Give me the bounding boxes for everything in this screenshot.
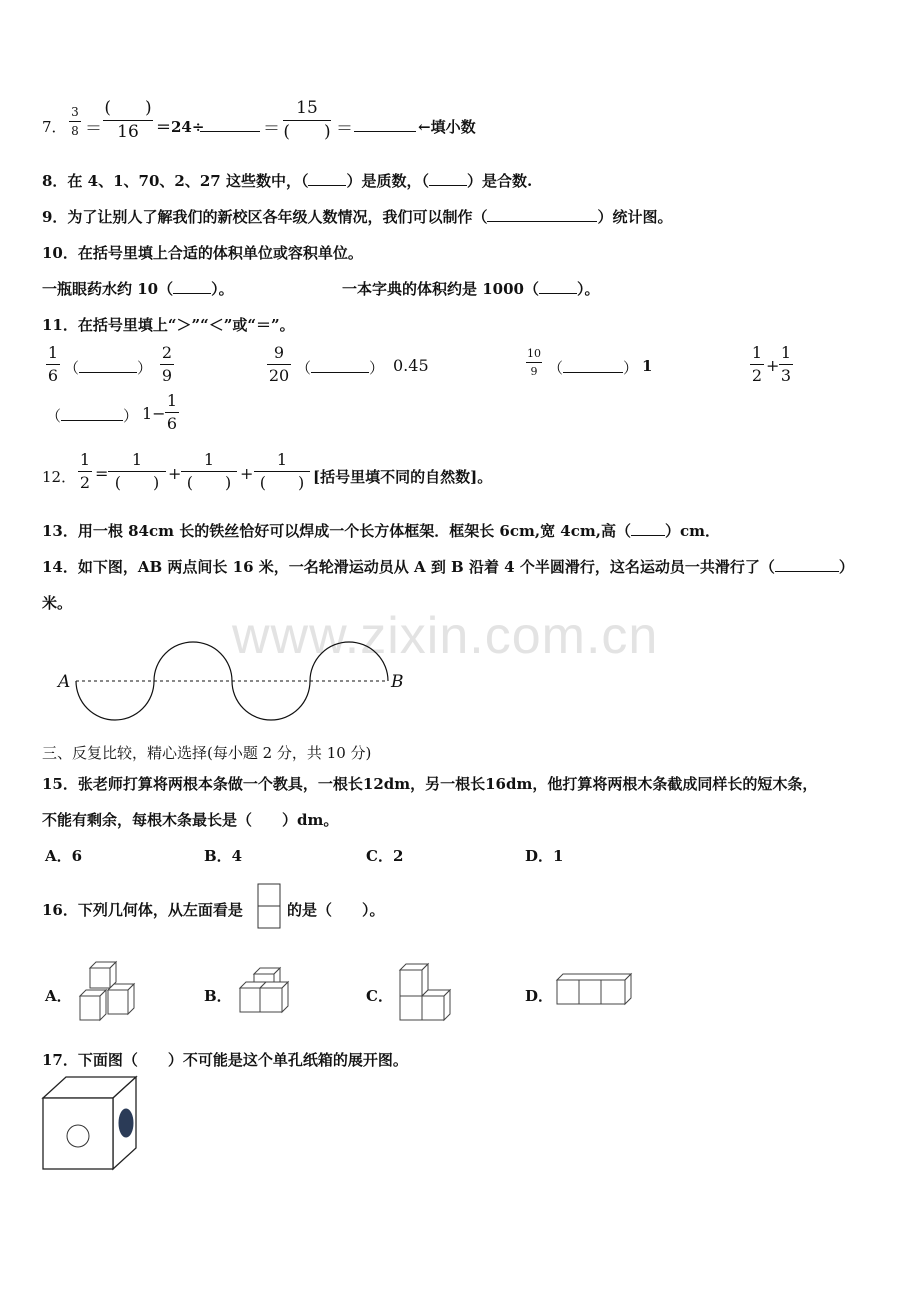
q11-i4-plus: + (766, 356, 780, 375)
q7-f2-den: 16 (117, 122, 139, 142)
q7-equals-2: ＝ (263, 119, 280, 139)
q16-left-view-icon (256, 882, 284, 930)
q7-f3-den: ( ) (283, 122, 331, 142)
q16-option-b[interactable]: B． (204, 987, 232, 1005)
q17-carton-box-icon (40, 1074, 140, 1174)
q10-title: 10．在括号里填上合适的体积单位或容积单位。 (42, 244, 363, 262)
q12-plus-2: + (240, 464, 254, 483)
q13-text: 13．用一根 84cm 长的铁丝恰好可以焊成一个长方体框架．框架长 6cm,宽 4cm,高（ ）cm． (42, 522, 720, 540)
q15-option-a[interactable]: A．6 (45, 847, 83, 865)
q14-semicircle-4 (310, 642, 388, 681)
q11-i2-right: 0.45 (393, 356, 429, 375)
q11-i2-left-fraction: 9 20 (268, 343, 290, 385)
q14-semicircle-3 (232, 681, 310, 720)
q16-option-a[interactable]: A． (45, 987, 72, 1005)
q17-text: 17．下面图（ ）不可能是这个单孔纸箱的展开图。 (42, 1051, 408, 1069)
q16-option-c-cubes-icon (398, 962, 458, 1024)
q8-text: 8．在 4、1、70、2、27 这些数中，（ ）是质数，（ ）是合数. (42, 172, 533, 190)
q14-semicircle-2 (154, 642, 232, 681)
q12-fraction-2: 1 ( ) (181, 452, 237, 491)
q17-front-hole-icon (67, 1125, 89, 1147)
q14-line2: 米。 (42, 594, 73, 612)
q11-i2-paren: （ ） (296, 359, 385, 377)
q12-number: 12． (42, 468, 77, 486)
q12-plus-1: + (168, 464, 182, 483)
q7-equals-3: ＝ (336, 119, 353, 139)
q11-i3-left-fraction: 10 9 (527, 347, 541, 378)
q12-equals: = (95, 464, 109, 483)
q15-line1: 15．张老师打算将两根本条做一个教具，一根长12dm，另一根长16dm，他打算将两根木条截成同样长的短木条， (42, 775, 818, 793)
q16-text-b: 的是（ ）。 (287, 901, 385, 919)
q11-i1-right-fraction: 2 9 (161, 343, 173, 385)
section-3-title: 三、反复比较，精心选择(每小题 2 分，共 10 分) (42, 744, 372, 762)
q11-i1-paren: （ ） (64, 359, 153, 377)
q14-semicircle-1 (76, 681, 154, 720)
q15-line2: 不能有剩余，每根木条最长是（ ）dm。 (42, 811, 339, 829)
q15-option-d[interactable]: D．1 (525, 847, 564, 865)
q11-i5-paren: （ ） (46, 407, 139, 425)
q11-i3-right: 1 (642, 357, 653, 375)
q17-side-hole-icon (119, 1109, 133, 1137)
q15-option-c[interactable]: C．2 (366, 847, 404, 865)
q12-fraction-3: 1 ( ) (254, 452, 310, 491)
q11-i4-fraction-b: 1 3 (780, 343, 792, 385)
q10-item-a: 一瓶眼药水约 10（ ）。 (42, 280, 234, 298)
q15-option-b[interactable]: B．4 (204, 847, 243, 865)
q7-tail: ←填小数 (418, 118, 476, 136)
q7-mid-text: ＝24÷ (156, 118, 205, 136)
q9-text: 9．为了让别人了解我们的新校区各年级人数情况，我们可以制作（ ）统计图。 (42, 208, 673, 226)
q7-f1-den: 8 (71, 124, 79, 138)
q7-number: 7． (42, 118, 67, 136)
q11-i1-left-fraction: 1 6 (47, 343, 59, 385)
q12-tail: [括号里填不同的自然数]。 (313, 468, 493, 486)
q11-i5-fraction: 1 6 (166, 391, 178, 433)
q7-f3-num: 15 (296, 98, 318, 118)
q14-label-b: B (391, 672, 404, 692)
q16-option-d-cubes-icon (555, 972, 635, 1008)
q12-fraction-1: 1 ( ) (108, 452, 166, 491)
watermark: www.zixin.com.cn (232, 607, 659, 665)
q11-i5-left: 1− (142, 404, 166, 423)
q16-option-c[interactable]: C． (366, 987, 393, 1005)
q14-line1: 14．如下图，AB 两点间长 16 米，一名轮滑运动员从 A 到 B 沿着 4 个半圆滑行，这名运动员一共滑行了（ ） (42, 558, 854, 576)
q11-title: 11．在括号里填上“＞”“＜”或“＝”。 (42, 316, 295, 334)
q16-text-a: 16．下列几何体，从左面看是 (42, 901, 243, 919)
q14-label-a: A (58, 672, 71, 692)
q11-i4-fraction-a: 1 2 (751, 343, 763, 385)
q12-left-fraction: 1 2 (79, 450, 91, 492)
q16-option-b-cubes-icon (236, 966, 302, 1018)
q7-f2-num: ( ) (104, 98, 152, 118)
q16-option-d[interactable]: D． (525, 987, 554, 1005)
q7-equals-1: ＝ (85, 119, 102, 139)
q11-i3-paren: （ ） (548, 359, 639, 377)
q16-option-a-cubes-icon (78, 960, 142, 1024)
q7-f1-num: 3 (71, 105, 79, 119)
q10-item-b: 一本字典的体积约是 1000（ ）。 (342, 280, 600, 298)
